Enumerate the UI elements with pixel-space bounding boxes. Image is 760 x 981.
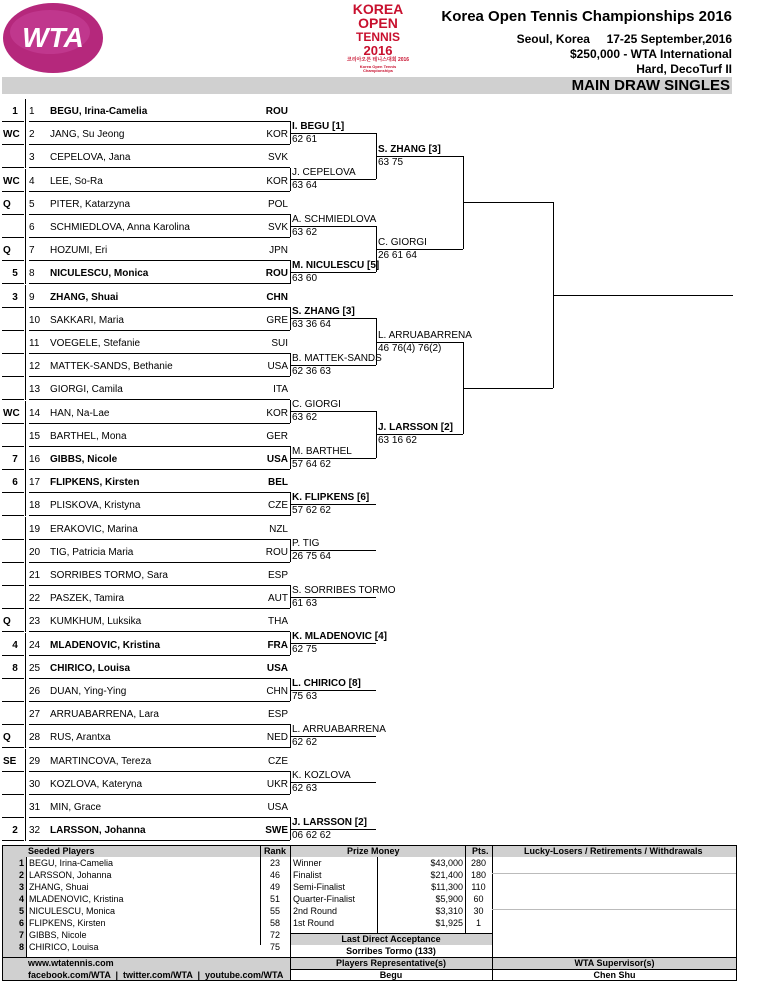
event-logo-line: KOREA bbox=[352, 1, 404, 17]
prize-money: $1,925 bbox=[435, 918, 463, 928]
seeded-player-name: FLIPKENS, Kirsten bbox=[29, 918, 106, 928]
nationality: GRE bbox=[266, 314, 288, 326]
match-score: 62 63 bbox=[292, 783, 318, 795]
seed-number: 1 bbox=[18, 858, 24, 868]
player-name: KOZLOVA, Kateryna bbox=[50, 778, 143, 790]
draw-position: 2 bbox=[29, 129, 35, 141]
wta-logo bbox=[2, 2, 104, 74]
draw-position: 24 bbox=[29, 639, 41, 651]
seeded-player-name: CHIRICO, Louisa bbox=[29, 942, 99, 952]
footer-border bbox=[2, 845, 737, 981]
nationality: UKR bbox=[266, 778, 288, 790]
player-name: PLISKOVA, Kristyna bbox=[50, 500, 141, 512]
entry-status: WC bbox=[3, 407, 20, 419]
winner-name: K. MLADENOVIC [4] bbox=[292, 631, 387, 643]
supervisor-label: WTA Supervisor(s) bbox=[574, 958, 655, 968]
seed-number: 1 bbox=[12, 106, 18, 117]
winner-name: S. SORRIBES TORMO bbox=[292, 584, 396, 596]
seed-number: 6 bbox=[18, 918, 24, 928]
row-line bbox=[25, 563, 26, 586]
match-score: 57 64 62 bbox=[292, 458, 331, 470]
row-line bbox=[25, 470, 26, 493]
draw-title: MAIN DRAW SINGLES bbox=[571, 77, 730, 94]
entry-status: WC bbox=[3, 129, 20, 141]
draw-position: 29 bbox=[29, 755, 41, 767]
nationality: NZL bbox=[269, 523, 288, 535]
draw-position: 10 bbox=[29, 314, 41, 326]
entry-status: Q bbox=[3, 245, 11, 257]
player-name: MLADENOVIC, Kristina bbox=[50, 639, 161, 651]
supervisor-value: Chen Shu bbox=[593, 970, 636, 980]
match-score: 57 62 62 bbox=[292, 505, 331, 516]
match-score: 62 36 63 bbox=[292, 365, 331, 377]
draw-row bbox=[0, 679, 290, 702]
winner-name: C. GIORGI bbox=[378, 236, 427, 248]
nationality: ESP bbox=[267, 709, 288, 721]
draw-row bbox=[0, 215, 290, 238]
lucky-header: Lucky-Losers / Retirements / Withdrawals bbox=[524, 846, 703, 856]
nationality: POL bbox=[267, 198, 288, 210]
winner-name: B. MATTEK-SANDS bbox=[292, 352, 382, 364]
player-name: PASZEK, Tamira bbox=[50, 593, 125, 605]
player-name: SCHMIEDLOVA, Anna Karolina bbox=[50, 222, 190, 233]
ranking-points: 180 bbox=[470, 870, 487, 880]
player-name: DUAN, Ying-Ying bbox=[50, 686, 127, 697]
seed-number: 2 bbox=[18, 870, 24, 880]
nationality: CZE bbox=[268, 755, 288, 767]
seed-number: 3 bbox=[12, 291, 18, 303]
nationality: KOR bbox=[266, 129, 288, 141]
row-line bbox=[25, 261, 26, 284]
winner-name: J. LARSSON [2] bbox=[292, 816, 368, 828]
seeded-player-name: MLADENOVIC, Kristina bbox=[29, 894, 124, 904]
row-line bbox=[25, 772, 26, 795]
player-name: HOZUMI, Eri bbox=[50, 245, 108, 257]
winner-name: S. ZHANG [3] bbox=[378, 144, 441, 155]
draw-row bbox=[0, 563, 290, 586]
seed-number: 4 bbox=[18, 894, 24, 904]
nationality: SVK bbox=[267, 222, 288, 233]
player-name: SAKKARI, Maria bbox=[50, 314, 124, 326]
row-line bbox=[25, 122, 26, 145]
entry-status: Q bbox=[3, 616, 11, 628]
draw-row bbox=[0, 702, 290, 725]
draw-row bbox=[0, 424, 290, 447]
match-score: 06 62 62 bbox=[292, 829, 331, 841]
draw-position: 21 bbox=[29, 570, 41, 581]
winner-name: K. KOZLOVA bbox=[292, 770, 351, 782]
footer bbox=[2, 845, 737, 981]
prize-money: $43,000 bbox=[430, 858, 463, 868]
nationality: ITA bbox=[273, 384, 288, 396]
seeded-player-rank: 72 bbox=[269, 930, 280, 940]
player-name: NICULESCU, Monica bbox=[50, 268, 149, 280]
website: www.wtatennis.com bbox=[28, 958, 114, 968]
nationality: KOR bbox=[266, 175, 288, 187]
draw-position: 28 bbox=[29, 732, 41, 744]
player-name: MATTEK-SANDS, Bethanie bbox=[50, 361, 173, 373]
player-name: BEGU, Irina-Camelia bbox=[50, 106, 148, 117]
bracket-line bbox=[463, 202, 553, 203]
match-score: 63 36 64 bbox=[292, 319, 331, 331]
player-name: ERAKOVIC, Marina bbox=[50, 523, 138, 535]
bracket-line bbox=[553, 295, 733, 296]
entry-status: WC bbox=[3, 175, 20, 187]
nationality: USA bbox=[266, 454, 288, 465]
match-score: 63 62 bbox=[292, 226, 318, 238]
nationality: USA bbox=[267, 361, 288, 373]
row-line bbox=[25, 447, 26, 470]
player-name: ZHANG, Shuai bbox=[50, 291, 119, 303]
draw-row bbox=[0, 169, 290, 192]
seeded-player-rank: 58 bbox=[269, 918, 280, 928]
player-name: KUMKHUM, Luksika bbox=[50, 616, 142, 628]
draw-position: 19 bbox=[29, 523, 41, 535]
player-name: LARSSON, Johanna bbox=[50, 825, 146, 837]
prize-money: $21,400 bbox=[430, 870, 463, 880]
draw-row bbox=[0, 772, 290, 795]
winner-name: A. SCHMIEDLOVA bbox=[292, 213, 377, 225]
draw-position: 11 bbox=[29, 338, 40, 349]
pts-header: Pts. bbox=[472, 846, 489, 856]
nationality: GER bbox=[266, 430, 288, 442]
nationality: SUI bbox=[271, 338, 288, 349]
match-score: 63 75 bbox=[378, 157, 404, 168]
prize-money: $5,900 bbox=[435, 894, 463, 904]
draw-position: 1 bbox=[29, 106, 35, 117]
row-line bbox=[25, 192, 26, 215]
row-line bbox=[25, 99, 26, 122]
winner-name: M. NICULESCU [5] bbox=[292, 260, 380, 271]
winner-name: J. CEPELOVA bbox=[292, 167, 356, 179]
event-logo-sub: 코리아오픈 테니스대회 2016 bbox=[346, 57, 410, 63]
ranking-points: 60 bbox=[473, 894, 484, 904]
event-logo bbox=[346, 2, 410, 76]
seeded-player-rank: 51 bbox=[269, 894, 280, 904]
draw-position: 9 bbox=[29, 291, 35, 303]
seed-number: 7 bbox=[18, 930, 24, 940]
player-name: PITER, Katarzyna bbox=[50, 198, 131, 210]
nationality: KOR bbox=[266, 407, 288, 419]
prize-round: Finalist bbox=[293, 870, 322, 880]
socials: facebook.com/WTA | twitter.com/WTA | youtube.com/WTA bbox=[28, 970, 284, 980]
draw-row bbox=[0, 192, 290, 215]
ranking-points: 30 bbox=[473, 906, 484, 916]
match-score: 62 75 bbox=[292, 644, 318, 656]
draw-row bbox=[0, 238, 290, 261]
player-name: GIORGI, Camila bbox=[50, 384, 123, 396]
seeded-player-rank: 23 bbox=[269, 858, 280, 868]
rank-header: Rank bbox=[264, 846, 287, 856]
draw-row bbox=[0, 725, 290, 748]
draw-row bbox=[0, 493, 290, 516]
row-line bbox=[29, 840, 290, 841]
draw-position: 4 bbox=[29, 175, 35, 187]
draw-position: 22 bbox=[29, 593, 41, 605]
draw-row bbox=[0, 447, 290, 470]
players-rep-value: Begu bbox=[379, 970, 403, 980]
location-dates: Seoul, Korea 17-25 September,2016 bbox=[516, 32, 732, 46]
draw-position: 31 bbox=[29, 802, 41, 813]
match-score: 46 76(4) 76(2) bbox=[378, 342, 442, 354]
players-rep-label: Players Representative(s) bbox=[335, 958, 447, 968]
ranking-points: 110 bbox=[471, 882, 486, 892]
winner-name: L. CHIRICO [8] bbox=[292, 677, 361, 689]
draw-row bbox=[0, 656, 290, 679]
nationality: FRA bbox=[267, 639, 288, 651]
nationality: SVK bbox=[267, 152, 288, 164]
draw-row bbox=[0, 354, 290, 377]
winner-name: K. FLIPKENS [6] bbox=[292, 492, 370, 503]
winner-name: S. ZHANG [3] bbox=[292, 306, 355, 318]
nationality: SWE bbox=[265, 825, 288, 837]
nationality: BEL bbox=[268, 477, 288, 489]
player-name: GIBBS, Nicole bbox=[50, 454, 118, 465]
match-score: 63 60 bbox=[292, 273, 318, 284]
draw-position: 16 bbox=[29, 454, 41, 465]
prize-money: $3,310 bbox=[435, 906, 463, 916]
draw-row bbox=[0, 586, 290, 609]
player-name: CEPELOVA, Jana bbox=[50, 152, 131, 164]
draw-position: 25 bbox=[29, 662, 41, 674]
seed-number: 3 bbox=[18, 882, 24, 892]
player-name: ARRUABARRENA, Lara bbox=[50, 709, 159, 721]
draw-position: 6 bbox=[29, 222, 35, 233]
match-score: 62 61 bbox=[292, 133, 318, 145]
seeded-player-rank: 75 bbox=[269, 942, 280, 952]
seed-number: 5 bbox=[12, 268, 18, 280]
draw-position: 14 bbox=[29, 407, 41, 419]
nationality: JPN bbox=[269, 245, 288, 257]
prize-header: Prize Money bbox=[347, 846, 400, 856]
player-name: SORRIBES TORMO, Sara bbox=[50, 570, 168, 581]
seed-number: 8 bbox=[18, 942, 24, 952]
draw-row bbox=[0, 517, 290, 540]
winner-name: I. BEGU [1] bbox=[292, 120, 345, 132]
prize-round: Winner bbox=[293, 858, 322, 868]
draw-row bbox=[0, 308, 290, 331]
seeded-player-name: NICULESCU, Monica bbox=[29, 906, 116, 916]
row-line bbox=[25, 308, 26, 331]
draw-row bbox=[0, 377, 290, 400]
draw-position: 7 bbox=[29, 245, 35, 257]
seed-number: 8 bbox=[12, 662, 18, 674]
bracket-line bbox=[463, 388, 553, 389]
winner-name: M. BARTHEL bbox=[292, 445, 352, 457]
draw-position: 13 bbox=[29, 384, 41, 396]
draw-position: 18 bbox=[29, 500, 41, 512]
winner-name: L. ARRUABARRENA bbox=[292, 724, 386, 735]
nationality: THA bbox=[268, 616, 288, 628]
player-name: LEE, So-Ra bbox=[50, 175, 103, 187]
nationality: USA bbox=[267, 802, 288, 813]
match-score: 63 16 62 bbox=[378, 435, 417, 447]
nationality: ROU bbox=[265, 268, 288, 280]
ranking-points: 1 bbox=[475, 918, 481, 928]
row-line bbox=[25, 586, 26, 609]
draw-row bbox=[0, 285, 290, 308]
row-line bbox=[25, 633, 26, 656]
draw-position: 27 bbox=[29, 709, 41, 721]
seed-number: 6 bbox=[12, 477, 18, 489]
winner-name: P. TIG bbox=[292, 538, 320, 550]
draw-position: 23 bbox=[29, 616, 41, 628]
prize-round: 2nd Round bbox=[293, 906, 338, 916]
player-name: BARTHEL, Mona bbox=[50, 430, 127, 442]
prize-category: $250,000 - WTA International bbox=[569, 47, 732, 61]
wta-logo-text: WTA bbox=[22, 22, 84, 53]
row-line bbox=[25, 238, 26, 261]
winner-name: J. LARSSON [2] bbox=[378, 422, 454, 434]
draw-row bbox=[0, 633, 290, 656]
event-logo-line: OPEN bbox=[358, 15, 398, 31]
draw-position: 32 bbox=[29, 825, 41, 837]
prize-money: $11,300 bbox=[431, 882, 463, 892]
row-line bbox=[25, 725, 26, 748]
player-name: HAN, Na-Lae bbox=[50, 407, 110, 419]
match-score: 63 62 bbox=[292, 412, 318, 424]
prize-round: Semi-Finalist bbox=[293, 882, 346, 892]
nationality: AUT bbox=[268, 593, 288, 605]
player-name: CHIRICO, Louisa bbox=[50, 662, 131, 674]
nationality: CHN bbox=[266, 291, 288, 303]
row-line bbox=[25, 609, 26, 632]
player-name: RUS, Arantxa bbox=[50, 732, 111, 744]
seeded-player-name: ZHANG, Shuai bbox=[29, 882, 89, 892]
nationality: USA bbox=[266, 662, 288, 674]
match-score: 63 64 bbox=[292, 180, 318, 192]
row-line bbox=[25, 285, 26, 308]
prize-round: Quarter-Finalist bbox=[293, 894, 356, 904]
draw-row bbox=[0, 99, 290, 122]
event-logo-line: 2016 bbox=[363, 43, 393, 58]
nationality: ESP bbox=[267, 570, 288, 581]
event-logo-sub2: Korea Open Tennis Championships bbox=[359, 64, 397, 73]
draw-row bbox=[0, 401, 290, 424]
draw-row bbox=[0, 122, 290, 145]
last-direct-label: Last Direct Acceptance bbox=[341, 934, 441, 944]
player-name: TIG, Patricia Maria bbox=[50, 546, 134, 558]
draw-position: 3 bbox=[29, 152, 35, 164]
match-score: 61 63 bbox=[292, 597, 318, 609]
row-line bbox=[25, 679, 26, 702]
row-line bbox=[2, 840, 24, 841]
surface: Hard, DecoTurf II bbox=[636, 62, 732, 76]
nationality: ROU bbox=[265, 106, 288, 117]
draw-position: 12 bbox=[29, 361, 41, 373]
last-direct-value: Sorribes Tormo (133) bbox=[346, 946, 436, 956]
row-line bbox=[25, 517, 26, 540]
draw-position: 30 bbox=[29, 778, 41, 790]
player-name: MARTINCOVA, Tereza bbox=[50, 755, 152, 767]
row-line bbox=[25, 215, 26, 238]
draw-position: 17 bbox=[29, 477, 41, 489]
player-name: JANG, Su Jeong bbox=[50, 129, 125, 141]
row-line bbox=[25, 656, 26, 679]
player-name: FLIPKENS, Kirsten bbox=[50, 477, 140, 489]
row-line bbox=[25, 424, 26, 447]
winner-name: C. GIORGI bbox=[292, 399, 341, 411]
draw-row bbox=[0, 749, 290, 772]
tournament-title: Korea Open Tennis Championships 2016 bbox=[441, 8, 732, 25]
seeded-player-name: GIBBS, Nicole bbox=[29, 930, 87, 940]
draw-row bbox=[0, 470, 290, 493]
row-line bbox=[25, 377, 26, 400]
seed-number: 4 bbox=[12, 639, 18, 651]
draw-row bbox=[0, 261, 290, 284]
draw-position: 20 bbox=[29, 546, 41, 558]
seeded-player-rank: 55 bbox=[269, 906, 280, 916]
seeded-player-rank: 46 bbox=[269, 870, 280, 880]
seed-number: 2 bbox=[12, 825, 18, 837]
nationality: CHN bbox=[266, 686, 288, 697]
draw-position: 5 bbox=[29, 198, 35, 210]
ranking-points: 280 bbox=[470, 858, 487, 868]
draw-position: 8 bbox=[29, 268, 35, 280]
row-line bbox=[25, 749, 26, 772]
draw-row bbox=[0, 609, 290, 632]
entry-status: SE bbox=[3, 755, 17, 767]
draw-position: 26 bbox=[29, 686, 41, 697]
draw-row bbox=[0, 795, 290, 818]
seed-number: 7 bbox=[12, 454, 18, 465]
row-line bbox=[25, 331, 26, 354]
draw-row bbox=[0, 331, 290, 354]
match-score: 62 62 bbox=[292, 737, 318, 748]
entry-status: Q bbox=[3, 198, 11, 210]
seeded-player-rank: 49 bbox=[269, 882, 280, 892]
entry-status: Q bbox=[3, 732, 11, 744]
nationality: ROU bbox=[265, 546, 288, 558]
winner-name: L. ARRUABARRENA bbox=[378, 329, 472, 341]
seed-number: 5 bbox=[18, 906, 24, 916]
match-score: 26 61 64 bbox=[378, 249, 417, 261]
seeded-header: Seeded Players bbox=[28, 846, 95, 856]
player-name: VOEGELE, Stefanie bbox=[50, 338, 141, 349]
row-line bbox=[25, 354, 26, 377]
nationality: NED bbox=[266, 732, 288, 744]
row-line bbox=[25, 145, 26, 168]
row-line bbox=[25, 493, 26, 516]
match-score: 75 63 bbox=[292, 690, 318, 702]
draw-row bbox=[0, 818, 290, 841]
player-name: MIN, Grace bbox=[50, 802, 102, 813]
row-line bbox=[25, 540, 26, 563]
draw-row bbox=[0, 540, 290, 563]
draw-position: 15 bbox=[29, 430, 41, 442]
draw-row bbox=[0, 145, 290, 168]
seeded-player-name: LARSSON, Johanna bbox=[29, 870, 112, 880]
row-line bbox=[25, 169, 26, 192]
row-line bbox=[25, 818, 26, 841]
match-score: 26 75 64 bbox=[292, 551, 331, 563]
event-logo-line: TENNIS bbox=[355, 30, 400, 44]
row-line bbox=[25, 795, 26, 818]
prize-round: 1st Round bbox=[293, 918, 335, 928]
seeded-player-name: BEGU, Irina-Camelia bbox=[29, 858, 114, 868]
row-line bbox=[25, 401, 26, 424]
nationality: CZE bbox=[268, 500, 288, 512]
row-line bbox=[25, 702, 26, 725]
